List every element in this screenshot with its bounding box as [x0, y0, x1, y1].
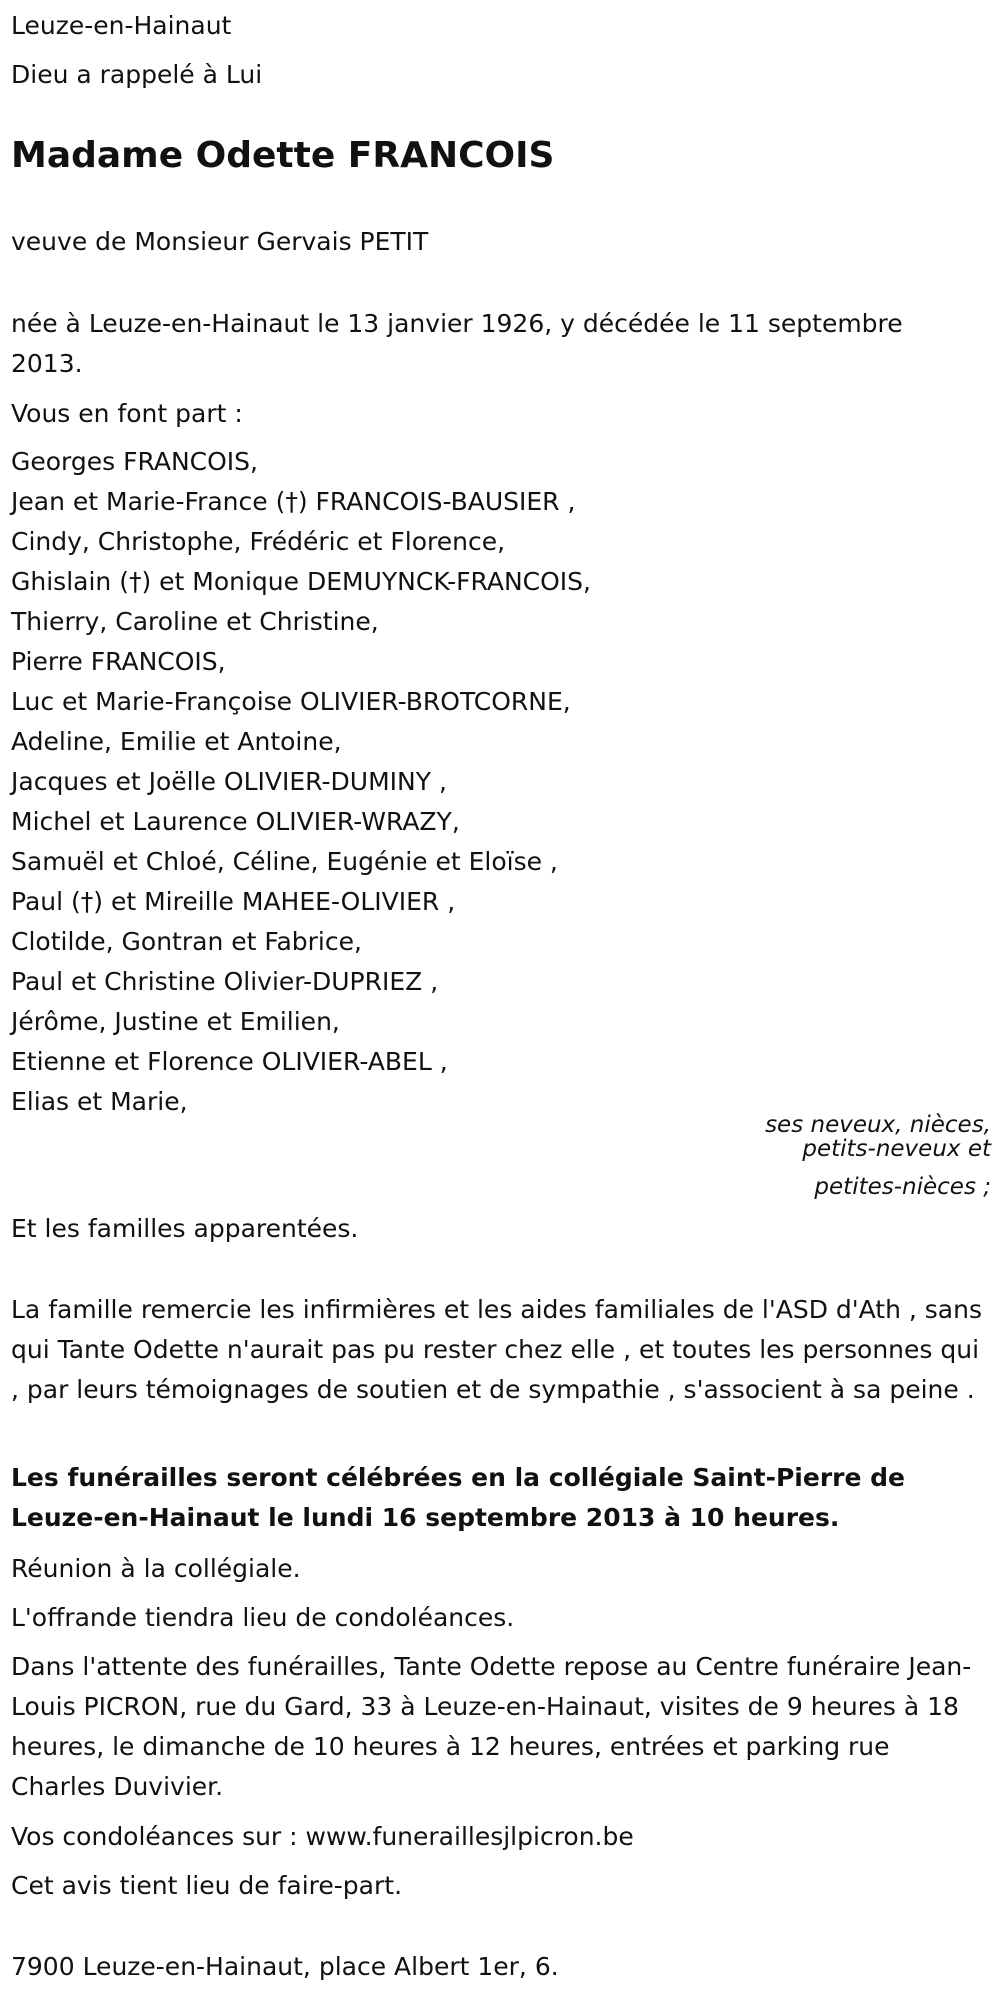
family-member-item: Clotilde, Gontran et Fabrice,	[11, 927, 362, 956]
resting-place-paragraph: Dans l'attente des funérailles, Tante Odette repose au Centre funéraire Jean-Louis PICRON, rue du Gard, 33 à Leuze-en-Hainaut, visites de 9 heures à 18 heures, le dimanche de 10 heures à 12 heures, entrées et parking rue Charles Duvivier.	[11, 1652, 972, 1801]
family-member-item: Thierry, Caroline et Christine,	[11, 607, 379, 636]
family-member-item: Luc et Marie-Françoise OLIVIER-BROTCORNE,	[11, 687, 571, 716]
birth-death-text: née à Leuze-en-Hainaut le 13 janvier 1926, y décédée le 11 septembre 2013.	[11, 309, 903, 378]
related-families-text: Et les familles apparentées.	[11, 1214, 359, 1243]
relation-line-3: petites-nièces ;	[814, 1174, 991, 1200]
announcement-label: Vous en font part :	[11, 399, 243, 428]
deceased-name: Madame Odette FRANCOIS	[11, 135, 555, 176]
relation-line-1: ses neveux, nièces,	[765, 1112, 991, 1138]
family-member-item: Michel et Laurence OLIVIER-WRAZY,	[11, 807, 460, 836]
funeral-celebration-text: Les funérailles seront célébrées en la collégiale Saint-Pierre de Leuze-en-Hainaut le lundi 16 septembre 2013 à 10 heures.	[11, 1463, 905, 1532]
widow-of-text: veuve de Monsieur Gervais PETIT	[11, 227, 429, 256]
family-member-item: Paul (†) et Mireille MAHEE-OLIVIER ,	[11, 887, 456, 916]
address-footer: 7900 Leuze-en-Hainaut, place Albert 1er, 6.	[11, 1952, 559, 1981]
family-member-item: Jean et Marie-France (†) FRANCOIS-BAUSIER ,	[11, 487, 576, 516]
family-member-item: Elias et Marie,	[11, 1087, 188, 1116]
family-member-item: Ghislain (†) et Monique DEMUYNCK-FRANCOIS,	[11, 567, 591, 596]
family-member-item: Etienne et Florence OLIVIER-ABEL ,	[11, 1047, 448, 1076]
condolences-website-text: Vos condoléances sur : www.funeraillesjlpicron.be	[11, 1822, 634, 1851]
notice-text: Cet avis tient lieu de faire-part.	[11, 1871, 403, 1900]
family-member-item: Paul et Christine Olivier-DUPRIEZ ,	[11, 967, 439, 996]
family-member-item: Cindy, Christophe, Frédéric et Florence,	[11, 527, 506, 556]
family-member-item: Pierre FRANCOIS,	[11, 647, 226, 676]
relation-description	[591, 1113, 991, 1199]
family-member-item: Jacques et Joëlle OLIVIER-DUMINY ,	[11, 767, 447, 796]
family-member-item: Jérôme, Justine et Emilien,	[11, 1007, 340, 1036]
thanks-paragraph: La famille remercie les infirmières et les aides familiales de l'ASD d'Ath , sans qui Tante Odette n'aurait pas pu rester chez elle , et toutes les personnes qui , par leurs témoignages de soutien et de sympathie , s'associent à sa peine .	[11, 1295, 982, 1404]
offering-text: L'offrande tiendra lieu de condoléances.	[11, 1603, 515, 1632]
meeting-text: Réunion à la collégiale.	[11, 1554, 301, 1583]
intro-text: Dieu a rappelé à Lui	[11, 60, 263, 89]
family-member-item: Adeline, Emilie et Antoine,	[11, 727, 342, 756]
family-members-list	[11, 442, 591, 1122]
relation-line-2: petits-neveux et	[802, 1136, 991, 1162]
family-member-item: Samuël et Chloé, Céline, Eugénie et Eloïse ,	[11, 847, 558, 876]
family-member-item: Georges FRANCOIS,	[11, 447, 258, 476]
location-header: Leuze-en-Hainaut	[11, 11, 232, 40]
